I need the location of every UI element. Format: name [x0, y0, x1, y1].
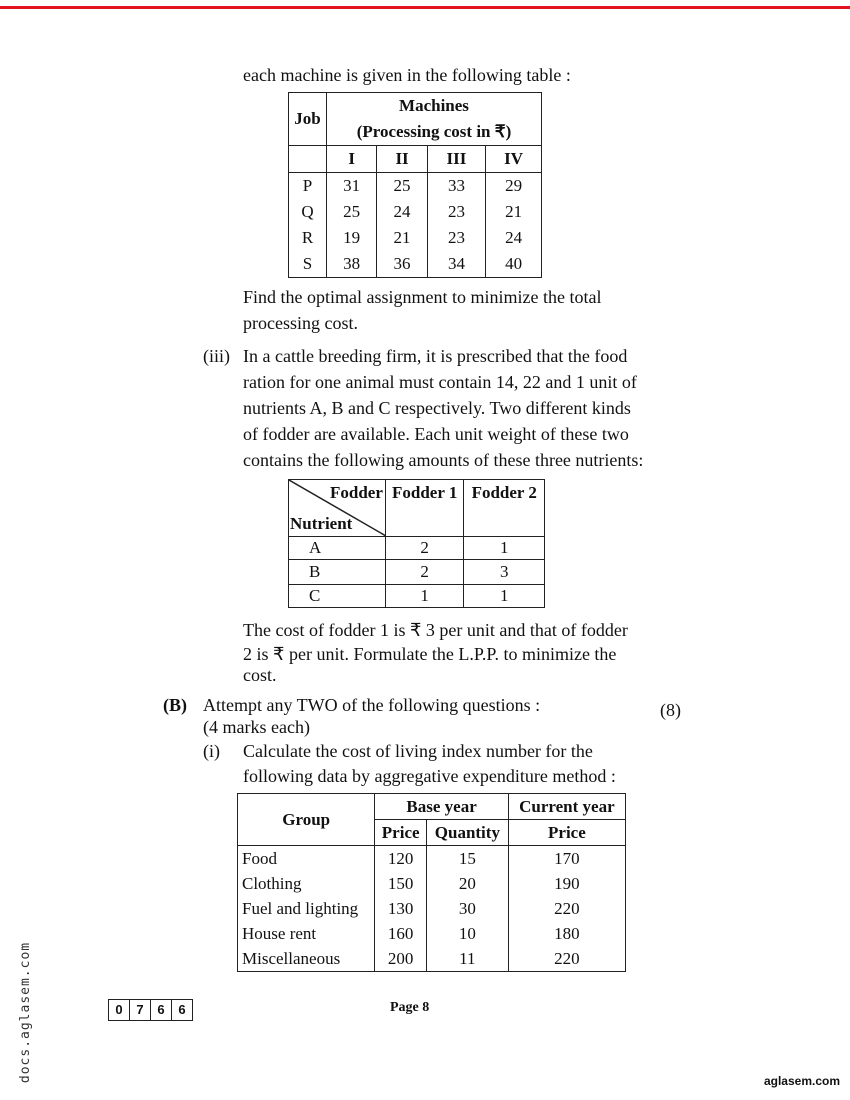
table-row [289, 560, 545, 585]
machines-header: Machines [326, 93, 541, 120]
code-digit: 6 [178, 1002, 186, 1017]
group-header: Group [238, 794, 375, 846]
section-b-label: (B) [163, 695, 187, 715]
machine-col-header: IV [486, 146, 542, 173]
nutrient-cell: B [289, 560, 386, 585]
quantity-cell: 20 [426, 871, 508, 896]
nutrient-cell: C [289, 585, 386, 608]
code-digit: 7 [130, 1000, 151, 1020]
corner-fodder-label: Fodder [330, 483, 383, 502]
cost-cell: 25 [377, 173, 427, 200]
machine-col-header: II [377, 146, 427, 173]
base-price-header: Price [375, 820, 427, 846]
current-price-cell: 220 [508, 946, 625, 972]
code-digit: 6 [151, 1000, 172, 1020]
job-header: Job [289, 93, 327, 146]
cost-cell: 29 [486, 173, 542, 200]
cost-line: 2 is ₹ per unit. Formulate the L.P.P. to minimize the [243, 644, 617, 664]
question-iii-line: of fodder are available. Each unit weight of these two [243, 424, 629, 444]
cost-cell: 24 [486, 225, 542, 251]
group-cell: Miscellaneous [238, 946, 375, 972]
quantity-cell: 30 [426, 896, 508, 921]
brand-footer: aglasem.com [763, 1074, 840, 1088]
cost-cell: 24 [377, 199, 427, 225]
intro-line: each machine is given in the following table : [243, 65, 571, 85]
section-b-subtext: (4 marks each) [203, 717, 310, 737]
cost-cell: 25 [326, 199, 376, 225]
quantity-cell: 11 [426, 946, 508, 972]
question-i-line-1: Calculate the cost of living index number for the [243, 741, 593, 761]
base-price-cell: 120 [375, 846, 427, 872]
nutrient-cell: A [289, 537, 386, 560]
cost-cell: 21 [377, 225, 427, 251]
group-cell: Food [238, 846, 375, 872]
nutrient-table [288, 479, 545, 608]
page-number: Page 8 [390, 1000, 430, 1015]
cost-cell: 23 [427, 199, 485, 225]
job-cell: Q [289, 199, 327, 225]
cost-line: The cost of fodder 1 is ₹ 3 per unit and that of fodder [243, 620, 628, 640]
value-cell: 2 [385, 537, 464, 560]
job-cell: S [289, 251, 327, 278]
cost-cell: 21 [486, 199, 542, 225]
group-cell: Clothing [238, 871, 375, 896]
cost-of-living-table [237, 793, 626, 972]
base-price-cell: 200 [375, 946, 427, 972]
question-iii-line: ration for one animal must contain 14, 22 and 1 unit of [243, 372, 637, 392]
corner-nutrient-label: Nutrient [290, 514, 353, 533]
question-iii-line: contains the following amounts of these three nutrients: [243, 450, 644, 470]
table-row [238, 846, 626, 872]
find-line-2: processing cost. [243, 313, 358, 333]
current-price-cell: 170 [508, 846, 625, 872]
question-iii-line: In a cattle breeding firm, it is prescribed that the food [243, 346, 628, 366]
current-price-cell: 190 [508, 871, 625, 896]
table-row [238, 871, 626, 896]
job-cell: R [289, 225, 327, 251]
table-row [289, 199, 542, 225]
value-cell: 2 [385, 560, 464, 585]
cost-cell: 33 [427, 173, 485, 200]
quantity-header: Quantity [426, 820, 508, 846]
find-line-1: Find the optimal assignment to minimize the total [243, 287, 602, 307]
table-row [289, 173, 542, 200]
base-price-cell: 130 [375, 896, 427, 921]
job-cell: P [289, 173, 327, 200]
assignment-cost-table [288, 92, 542, 278]
cost-cell: 23 [427, 225, 485, 251]
cost-line: cost. [243, 665, 277, 685]
top-red-rule [0, 6, 850, 9]
current-price-cell: 220 [508, 896, 625, 921]
diagonal-corner-cell [289, 480, 386, 537]
table-row [289, 251, 542, 278]
value-cell: 1 [464, 585, 545, 608]
cost-cell: 34 [427, 251, 485, 278]
current-year-header: Current year [508, 794, 625, 820]
job-col-spacer [289, 146, 327, 173]
cost-cell: 36 [377, 251, 427, 278]
code-digit: 0 [109, 1000, 130, 1020]
quantity-cell: 15 [426, 846, 508, 872]
section-b-marks: (8) [660, 700, 681, 720]
table-row [289, 537, 545, 560]
value-cell: 1 [385, 585, 464, 608]
section-b-text: Attempt any TWO of the following questions : [203, 695, 541, 715]
cost-cell: 31 [326, 173, 376, 200]
paper-code-box [108, 999, 193, 1021]
cost-cell: 19 [326, 225, 376, 251]
current-price-cell: 180 [508, 921, 625, 946]
cost-cell: 38 [326, 251, 376, 278]
group-cell: Fuel and lighting [238, 896, 375, 921]
question-i-line-2: following data by aggregative expenditure method : [243, 766, 616, 786]
table-row [238, 921, 626, 946]
question-iii-line: nutrients A, B and C respectively. Two different kinds [243, 398, 631, 418]
quantity-cell: 10 [426, 921, 508, 946]
value-cell: 3 [464, 560, 545, 585]
table-row [238, 946, 626, 972]
value-cell: 1 [464, 537, 545, 560]
group-cell: House rent [238, 921, 375, 946]
machine-col-header: I [326, 146, 376, 173]
processing-cost-header: (Processing cost in ₹) [326, 119, 541, 146]
table-row [289, 225, 542, 251]
table-row [238, 896, 626, 921]
question-label-i: (i) [203, 741, 220, 761]
cost-cell: 40 [486, 251, 542, 278]
question-label-iii: (iii) [203, 346, 230, 366]
base-price-cell: 150 [375, 871, 427, 896]
base-year-header: Base year [375, 794, 508, 820]
current-price-header: Price [508, 820, 625, 846]
fodder-col-header: Fodder 2 [464, 480, 545, 537]
fodder-col-header: Fodder 1 [385, 480, 464, 537]
base-price-cell: 160 [375, 921, 427, 946]
side-watermark: docs.aglasem.com [18, 941, 34, 1084]
table-row [289, 585, 545, 608]
machine-col-header: III [427, 146, 485, 173]
